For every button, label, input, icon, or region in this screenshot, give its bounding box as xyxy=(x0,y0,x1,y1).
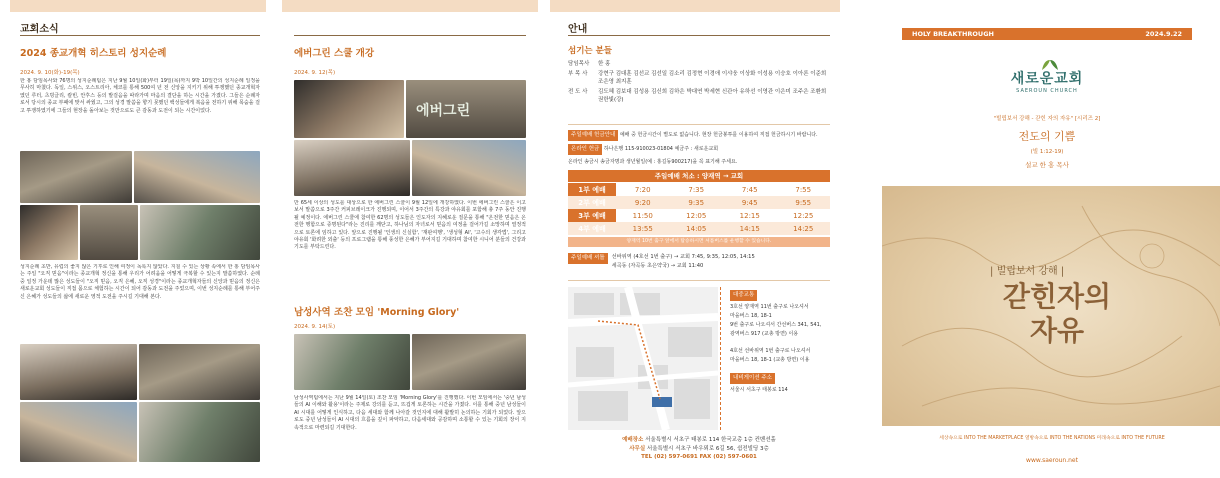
role-row xyxy=(568,60,830,69)
sermon-title: 전도의 기쁨 xyxy=(1018,130,1076,143)
role-names: 강현구 김대훈 김선교 김선일 김소리 김정현 이경애 이샤웅 이상화 이성용 이승호 이아론 이준희 조은영 최지훈 xyxy=(598,70,827,85)
article-title: 남성사역 조찬 모임 'Morning Glory' xyxy=(294,307,460,318)
article-body-2: 성지순례 초반, 유럽의 좋지 않은 기후로 인해 여정이 녹록지 않았다. 지칠 수 있는 상황 속에서 한 홍 담임목사는 주일 "오직 믿음"이라는 종교개혁 정신을 통해 우리가 어려움을 어떻게 극복할 수 있는지 말씀하였다. 순례 중 일정 가운데 많은 성도들이 "오직 믿음, 오직 은혜, 오직 성경"이라는 종교개혁자들의 신앙과 믿음의 정신은 새로운교회 성도들이 직접 몸으로 체험하는 시간이 되어 감동과 도전을 주었으며, 이번 성지순례를 통해 부어주신 은혜가 성도들의 삶에 새로운 영적 도전을 주시길 기대해 본다. xyxy=(20,264,260,300)
service-time-table xyxy=(568,183,830,235)
service-row xyxy=(568,196,830,209)
notice-row xyxy=(568,130,830,141)
article-date: 2024. 9. 10(화)-19(목) xyxy=(20,70,80,76)
shuttle-line: 선바위역 (4호선 1번 출구) → 교회 7:45, 9:35, 12:05, 14:15 xyxy=(611,254,755,260)
time-cell: 9:20 xyxy=(616,196,670,209)
section-rule xyxy=(568,35,830,36)
role-row xyxy=(568,88,830,105)
notice-offering xyxy=(568,130,830,167)
preacher: 설교 한 홍 목사 xyxy=(1025,161,1069,169)
article-date: 2024. 9. 12(목) xyxy=(294,70,336,76)
photo-breakfast-group xyxy=(294,334,410,390)
service-table-title: 주일예배 처소 : 양재역 → 교회 xyxy=(568,170,830,182)
bulletin-cover xyxy=(882,0,1220,478)
news-panel-left xyxy=(0,0,270,478)
map-divider xyxy=(720,287,721,430)
directions xyxy=(730,290,835,395)
address-line: 서울시 서초구 태봉로 114 xyxy=(730,387,788,393)
time-cell: 9:35 xyxy=(670,196,724,209)
service-name: 3부 예배 xyxy=(568,209,616,222)
info-panel xyxy=(550,0,850,478)
role-label: 부 목 사 xyxy=(568,70,588,77)
time-cell: 14:05 xyxy=(670,222,724,235)
footer-label: 예배장소 xyxy=(622,437,644,443)
role-label: 담임목사 xyxy=(568,61,590,67)
photo-group-castle xyxy=(20,151,132,203)
news-panel-right xyxy=(282,0,538,478)
article-body: 남성사역팀에서는 지난 9월 14일(토) 조찬 모임 'Morning Glory'를 진행했다. 이번 모임에서는 '중년 남성들의 AI 이해와 활용'이라는 주제로 강의를 듣고, 뜨겁게 토론하는 시간을 가졌다. 이를 통해 중년 남성들이 AI 시대를 어떻게 인식하고, 다음 세대와 함께 나아갈 것인지에 대해 활발히 논의하는 기회가 되었다. 앞으로도 중년 남성들이 AI 시대의 흐름을 깊이 파악하고, 다음세대와 공감하며 소통할 수 있는 기회의 장이 지속적으로 마련되길 기대한다. xyxy=(294,395,526,431)
notice-tag: 온라인 헌금 xyxy=(568,144,602,155)
notice-row xyxy=(568,158,830,167)
book-name: 빌립보서 강해 xyxy=(996,266,1058,277)
scripture: (빌 1:12-19) xyxy=(1030,149,1064,155)
service-name: 2부 예배 xyxy=(568,196,616,209)
leaf-icon xyxy=(1040,58,1060,72)
church-name: 새로운교회 xyxy=(1010,71,1084,87)
photo-group-banner xyxy=(139,402,260,462)
article-date: 2024. 9. 14(토) xyxy=(294,324,336,330)
photo-seniors-smiling xyxy=(412,140,526,196)
time-cell: 13:55 xyxy=(616,222,670,235)
article-body: 한 홍 담임목사와 76명의 성지순례팀은 지난 9월 10일(화)부터 19일(목)까지 9박 10일간의 성지순례 일정을 무사히 마쳤다. 독일, 스위스, 오스트리아, 체코를 통해 500여 년 전 신앙을 지키기 위해 투쟁했던 종교개혁자였던 루터, 츠빙글리, 칼빈, 안후스 등의 발걸음을 따라가며 마음의 결단을 하는 시간을 가졌다. 그들은 순례자로서 당시의 종교 부패에 맞서 싸웠고, 그의 성경 말씀을 향기 못했던 백성들에게 복음을 전하기 위해 목숨을 걸고 투쟁하였기에 그들의 현장을 돌아보는 것만으로도 큰 감동과 도전이 되는 시간이었다. xyxy=(20,78,260,114)
photo-table-discussion xyxy=(294,140,410,196)
footer-address: 서울특별시 서초구 바우뫼로 6길 56, 쉼전빌딩 3층 xyxy=(646,445,769,452)
shuttle-tag: 주일예배 셔틀 xyxy=(568,253,608,264)
photo-church-interior xyxy=(20,205,78,260)
notice-text: 온라인 송금시 송금자명과 생년월일(예 : 홍길동900217)을 꼭 표기해 주세요. xyxy=(568,159,738,165)
service-row xyxy=(568,183,830,196)
website[interactable]: www.saeroun.net xyxy=(1026,457,1078,464)
notice-tag: 주일예배 헌금안내 xyxy=(568,130,618,141)
section-rule xyxy=(294,35,526,36)
role-names: 한 홍 xyxy=(598,61,611,67)
main-title-line: 자유 xyxy=(1029,314,1085,347)
article-title: 2024 종교개혁 히스토리 성지순례 xyxy=(20,48,167,59)
notice-text: 하나은행 115-910023-01804 예금주 : 새로운교회 xyxy=(603,146,719,152)
main-title-line: 갇힌자의 xyxy=(1002,280,1112,313)
time-cell: 7:20 xyxy=(634,185,651,194)
top-band xyxy=(550,0,840,12)
photo-worship xyxy=(139,344,260,400)
serving-title: 섬기는 분들 xyxy=(568,46,613,56)
photo-evergreen-banner xyxy=(406,80,526,138)
notice-row xyxy=(568,144,830,155)
photo-group-plaza xyxy=(134,151,260,203)
footer-phone: TEL (02) 597-0691 FAX (02) 597-0601 xyxy=(641,454,757,460)
photo-street-crowd xyxy=(20,344,137,400)
time-cell: 9:55 xyxy=(777,196,831,209)
direction-line: 4호선 선바위역 1번 출구로 나오셔서 xyxy=(730,348,811,354)
section-rule xyxy=(20,35,260,36)
book-subtitle: | 빌립보서 강해 | xyxy=(990,266,1065,277)
direction-line: 광역버스 917 (교총 방면) 이용 xyxy=(730,331,799,337)
section-title: 안내 xyxy=(568,24,588,35)
divider xyxy=(568,280,830,281)
photo-church-window xyxy=(80,205,138,260)
article-body: 만 65세 이상의 성도를 대상으로 한 에버그린 스쿨이 9월 12일에 개강하였다. 이번 에버그린 스쿨은 이고보서 말씀으로 3주간 커피브레이크가 진행되며, 이어서 3주간의 특강과 야유회를 포함해 총 7주 동안 진행될 예정이다. 에버그린 스쿨에 참여한 62명의 성도들은 인도자의 지혜로운 질문을 통해 "온전한 믿음은 온전한 행함으로 증명된다"라는 진리를 깨닫고, 하나님의 자녀로서 믿음의 여정을 걸어가길 소망하며 열정적으로 토론에 임하고 있다. 앞으로 진행될 '인생의 신실함', '재판여행', '생성형 AI', '고수의 생각법', 그리고 야유회 '화려한 외출' 등의 프로그램을 통해 풍성한 은혜가 부어지길 기대하며 참여한 시니어 분들의 건강과 기도를 부탁드린다. xyxy=(294,200,526,251)
role-row xyxy=(568,70,830,87)
section-title: 교회소식 xyxy=(20,24,59,35)
shuttle-lines xyxy=(612,253,755,271)
direction-line: 마을버스 18, 18-1 (교총 방면) 이용 xyxy=(730,357,810,363)
church-logo xyxy=(982,68,1112,94)
direction-line: 9번 출구로 나오셔서 간선버스 341, 541, xyxy=(730,322,822,328)
time-cell: 7:55 xyxy=(795,185,812,194)
cover-header: HOLY BREAKTHROUGH xyxy=(912,30,994,38)
time-cell: 9:45 xyxy=(723,196,777,209)
shuttle-line: 세곡동 (자곡동 초은약국) → 교회 11:40 xyxy=(611,263,704,269)
time-cell: 12:25 xyxy=(793,211,814,220)
footer-label: 사무실 xyxy=(629,445,646,452)
directions-tag: 내비게이션 주소 xyxy=(730,373,775,384)
time-cell: 14:15 xyxy=(723,222,777,235)
series-label: "빌립보서 강해 - 갇힌 자의 자유" [시리즈 2] xyxy=(993,116,1101,122)
banner-text: 에버그린 xyxy=(416,103,471,119)
divider xyxy=(568,124,830,125)
footer-info xyxy=(568,436,830,462)
time-cell: 7:35 xyxy=(688,185,705,194)
time-cell: 12:05 xyxy=(686,211,707,220)
footer-address: 서울특별시 서초구 태봉로 114 한국교총 1층 컨벤션홀 xyxy=(645,437,776,443)
role-label: 전 도 사 xyxy=(568,88,588,95)
directions-tag: 대중교통 xyxy=(730,290,757,301)
photo-statue-group xyxy=(20,402,137,462)
sermon-info xyxy=(902,114,1192,169)
article-title: 에버그린 스쿨 개강 xyxy=(294,48,375,59)
service-name: 4부 예배 xyxy=(568,222,616,235)
service-row xyxy=(568,222,830,235)
role-names: 김도혜 김보대 김성용 김신희 김하은 박대연 박세현 신관아 유하선 이영관 이은미 조주은 조환희 권한빛(강) xyxy=(598,88,827,103)
top-band xyxy=(282,0,538,12)
photo-group-line xyxy=(140,205,260,260)
notice-text: 예배 중 헌금시간이 별도로 없습니다. 현장 헌금봉투를 이용하여 직접 헌금하시기 바랍니다. xyxy=(619,132,818,138)
motto: 세상속으로 INTO THE MARKETPLACE 열방속으로 INTO THE NATIONS 미래속으로 INTO THE FUTURE xyxy=(939,436,1165,441)
direction-line: 3호선 양재역 11번 출구로 나오셔서 xyxy=(730,304,809,310)
time-cell: 14:25 xyxy=(777,222,831,235)
service-note: 양재역 10번 출구 앞에서 탑승하시면 셔틀버스를 운행할 수 있습니다. xyxy=(568,237,830,247)
direction-line: 마을버스 18, 18-1 xyxy=(730,313,772,319)
map-graphic xyxy=(568,287,718,430)
church-name-en: SAEROUN CHURCH xyxy=(1016,88,1078,94)
cover-date: 2024.9.22 xyxy=(1145,30,1182,38)
location-map xyxy=(568,287,718,430)
photo-breakfast-lecture xyxy=(412,334,526,390)
time-cell: 7:45 xyxy=(741,185,758,194)
time-cell: 11:50 xyxy=(632,211,653,220)
service-name: 1부 예배 xyxy=(568,183,616,196)
service-row xyxy=(568,209,830,222)
time-cell: 12:15 xyxy=(739,211,760,220)
cover-main-title xyxy=(962,280,1152,348)
photo-group-classroom xyxy=(294,80,404,138)
shuttle-info xyxy=(568,253,830,271)
roles-list xyxy=(568,60,830,105)
top-band xyxy=(10,0,266,12)
